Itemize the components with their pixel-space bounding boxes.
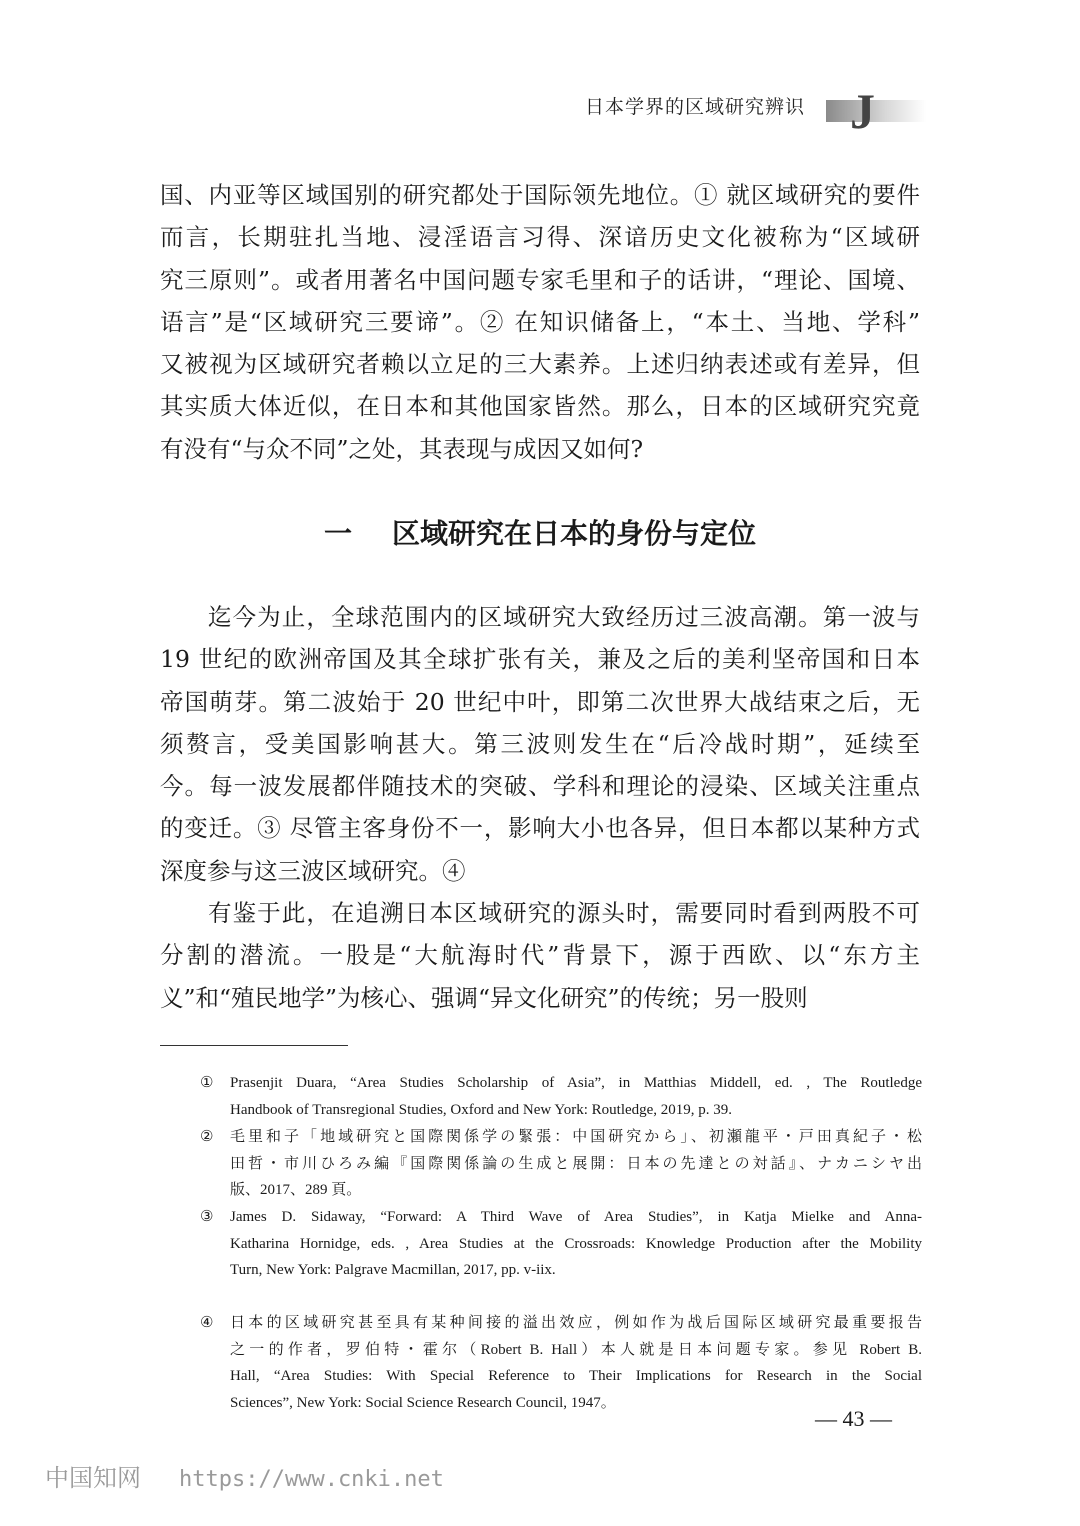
text-line: 帝国萌芽。第二波始于 20 世纪中叶，即第二次世界大战结束之后，无	[160, 687, 920, 716]
footnote-line: 日本的区域研究甚至具有某种间接的溢出效应，例如作为战后国际区域研究最重要报告	[230, 1315, 922, 1331]
text-line: 今。每一波发展都伴随技术的突破、学科和理论的浸染、区域关注重点	[160, 772, 920, 801]
watermark	[45, 1458, 444, 1493]
footnote-line: James D. Sidaway, “Forward: A Third Wave of Area Studies”, in Katja Mielke and Anna-	[230, 1209, 922, 1225]
footnote-line: 毛里和子「地域研究と国際関係学の緊張：中国研究から」、初瀬龍平・戸田真紀子・松	[230, 1129, 922, 1145]
footnote-marker: ③	[200, 1209, 214, 1225]
text-line: 而言，长期驻扎当地、浸淫语言习得、深谙历史文化被称为“区域研	[160, 223, 920, 252]
text-line: 有没有“与众不同”之处，其表现与成因又如何?	[160, 434, 644, 463]
text-line: 深度参与这三波区域研究。④	[160, 856, 466, 885]
footnote	[200, 1204, 922, 1284]
footnote	[200, 1124, 922, 1204]
footnote-line: Prasenjit Duara, “Area Studies Scholarship of Asia”, in Matthias Middell, ed. , The Routledge	[230, 1075, 922, 1091]
text-line: 其实质大体近似，在日本和其他国家皆然。那么，日本的区域研究究竟	[160, 392, 920, 421]
section-number: 一	[323, 517, 352, 550]
journal-logo: J	[850, 83, 875, 139]
footnote-line: 田哲・市川ひろみ編『国際関係論の生成と展開：日本の先達との対話』、ナカニシヤ出	[230, 1155, 922, 1172]
page-number: — 43 —	[815, 1406, 892, 1431]
header-gradient-bar	[826, 100, 926, 122]
text-line: 有鉴于此，在追溯日本区域研究的源头时，需要同时看到两股不可	[208, 899, 920, 927]
footnote-line: Hall, “Area Studies: With Special Reference to Their Implications for Research in the Social	[230, 1368, 922, 1385]
text-line: 分割的潜流。一股是“大航海时代”背景下，源于西欧、以“东方主	[160, 941, 920, 970]
footnote-divider	[160, 1045, 348, 1046]
watermark-name: 中国知网	[45, 1464, 141, 1492]
footnote	[200, 1070, 922, 1123]
footnote-line: Sciences”, New York: Social Science Research Council, 1947。	[230, 1394, 616, 1411]
footnote-line: 版、2017、289 頁。	[230, 1182, 362, 1199]
text-line: 国、内亚等区域国别的研究都处于国际领先地位。① 就区域研究的要件	[160, 181, 920, 209]
text-line: 迄今为止，全球范围内的区域研究大致经历过三波高潮。第一波与	[208, 603, 920, 631]
footnote-line: Handbook of Transregional Studies, Oxford and New York: Routledge, 2019, p. 39.	[230, 1101, 733, 1118]
text-line: 语言”是“区域研究三要谛”。② 在知识储备上，“本土、当地、学科”	[160, 307, 920, 336]
section-heading	[0, 512, 1080, 552]
paragraph-intro	[160, 174, 920, 470]
footnote-marker: ④	[200, 1315, 214, 1331]
section-title: 区域研究在日本的身份与定位	[392, 517, 757, 550]
footnote-marker: ①	[200, 1075, 214, 1091]
text-line: 须赘言，受美国影响甚大。第三波则发生在“后冷战时期”，延续至	[160, 729, 920, 758]
watermark-url: https://www.cnki.net	[179, 1467, 444, 1492]
text-line: 究三原则”。或者用著名中国问题专家毛里和子的话讲，“理论、国境、	[160, 265, 920, 294]
text-line: 又被视为区域研究者赖以立足的三大素养。上述归纳表述或有差异，但	[160, 350, 920, 379]
text-line: 19 世纪的欧洲帝国及其全球扩张有关，兼及之后的美利坚帝国和日本	[160, 645, 920, 674]
footnote-line: Katharina Hornidge, eds. , Area Studies at the Crossroads: Knowledge Production after the Mobility	[230, 1235, 922, 1252]
text-line: 义”和“殖民地学”为核心、强调“异文化研究”的传统；另一股则	[160, 983, 808, 1012]
text-line: 的变迁。③ 尽管主客身份不一，影响大小也各异，但日本都以某种方式	[160, 814, 920, 843]
footnote-marker: ②	[200, 1129, 214, 1145]
footnote-line: Turn, New York: Palgrave Macmillan, 2017, pp. v-iix.	[230, 1262, 556, 1279]
running-header: 日本学界的区域研究辨识	[585, 96, 806, 118]
footnote	[200, 1310, 922, 1416]
footnote-line: 之一的作者，罗伯特・霍尔（Robert B. Hall）本人就是日本问题专家。参见 Robert B.	[230, 1341, 922, 1358]
paragraph-three-waves	[160, 596, 920, 892]
paragraph-two-streams	[160, 892, 920, 1019]
